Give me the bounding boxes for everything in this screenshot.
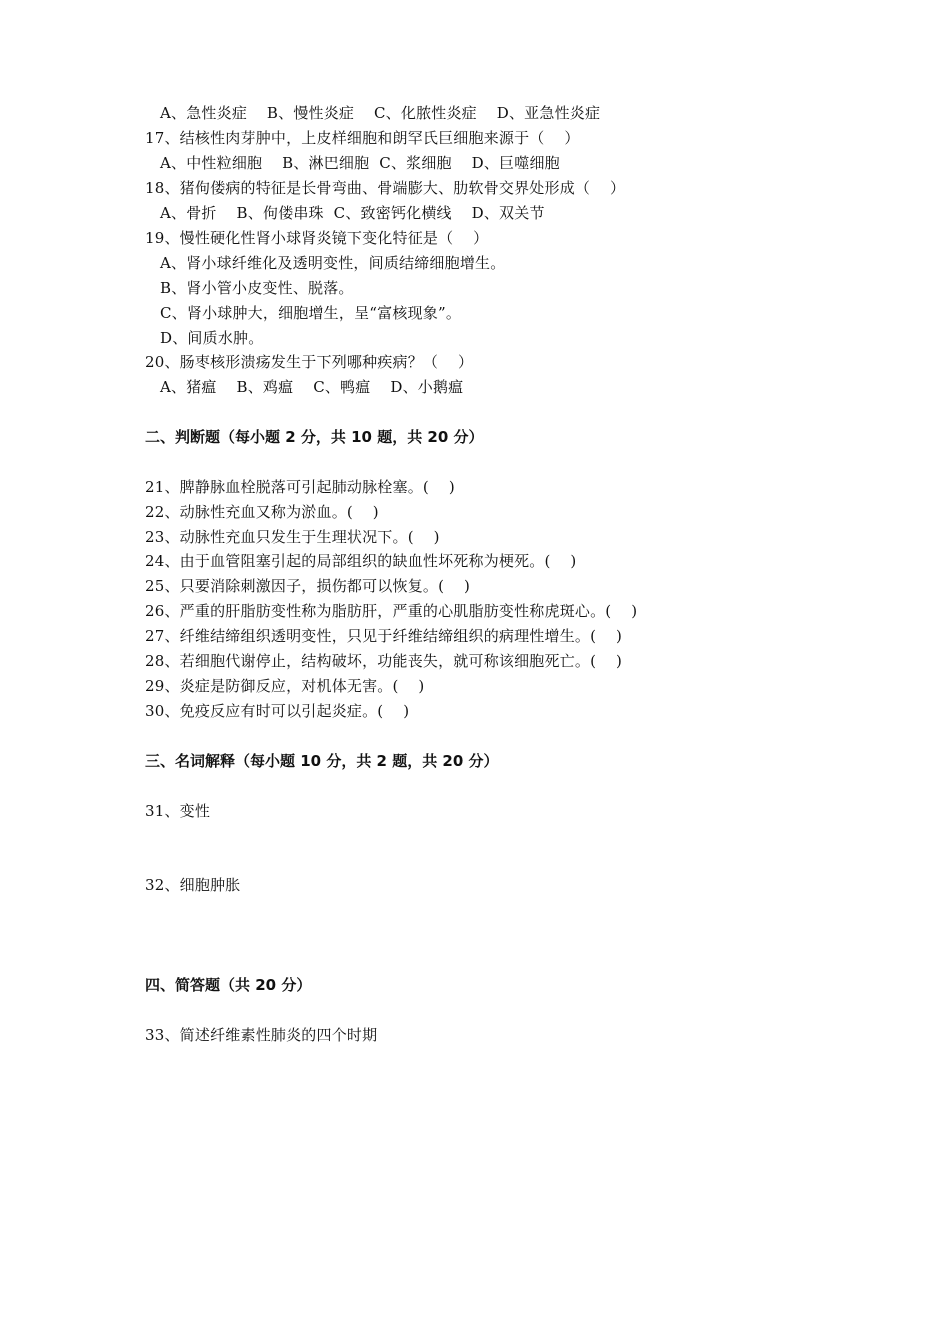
- q19-question: 19、慢性硬化性肾小球肾炎镜下变化特征是（ ）: [145, 229, 489, 247]
- judgment-item: 21、脾静脉血栓脱落可引起肺动脉栓塞。( ): [145, 478, 455, 496]
- q33-question: 33、简述纤维素性肺炎的四个时期: [145, 1026, 378, 1044]
- section3-heading: 三、名词解释（每小题 10 分，共 2 题，共 20 分）: [145, 752, 499, 770]
- q18-options: A、骨折 B、佝偻串珠 C、致密钙化横线 D、双关节: [160, 204, 545, 222]
- q16-options: A、急性炎症 B、慢性炎症 C、化脓性炎症 D、亚急性炎症: [160, 104, 601, 122]
- q18-question: 18、猪佝偻病的特征是长骨弯曲、骨端膨大、肋软骨交界处形成（ ）: [145, 179, 626, 197]
- section2-heading: 二、判断题（每小题 2 分，共 10 题，共 20 分）: [145, 428, 484, 446]
- q19-option-c: C、肾小球肿大，细胞增生，呈“富核现象”。: [160, 304, 462, 322]
- q31-term: 31、变性: [145, 802, 211, 820]
- q19-option-d: D、间质水肿。: [160, 329, 264, 347]
- judgment-item: 29、炎症是防御反应，对机体无害。( ): [145, 677, 425, 695]
- judgment-item: 27、纤维结缔组织透明变性，只见于纤维结缔组织的病理性增生。( ): [145, 627, 623, 645]
- q32-term: 32、细胞肿胀: [145, 876, 241, 894]
- judgment-item: 30、免疫反应有时可以引起炎症。( ): [145, 702, 410, 720]
- q20-options: A、猪瘟 B、鸡瘟 C、鸭瘟 D、小鹅瘟: [160, 378, 464, 396]
- q17-options: A、中性粒细胞 B、淋巴细胞 C、浆细胞 D、巨噬细胞: [160, 154, 560, 172]
- q19-option-b: B、肾小管小皮变性、脱落。: [160, 279, 354, 297]
- q17-question: 17、结核性肉芽肿中，上皮样细胞和朗罕氏巨细胞来源于（ ）: [145, 129, 580, 147]
- judgment-item: 26、严重的肝脂肪变性称为脂肪肝，严重的心肌脂肪变性称虎斑心。( ): [145, 602, 638, 620]
- section4-heading: 四、简答题（共 20 分）: [145, 976, 312, 994]
- q19-option-a: A、肾小球纤维化及透明变性，间质结缔细胞增生。: [160, 254, 506, 272]
- judgment-item: 23、动脉性充血只发生于生理状况下。( ): [145, 528, 440, 546]
- judgment-item: 28、若细胞代谢停止，结构破坏，功能丧失，就可称该细胞死亡。( ): [145, 652, 623, 670]
- q20-question: 20、肠枣核形溃疡发生于下列哪种疾病？（ ）: [145, 353, 474, 371]
- judgment-item: 24、由于血管阻塞引起的局部组织的缺血性坏死称为梗死。( ): [145, 552, 577, 570]
- judgment-item: 25、只要消除刺激因子，损伤都可以恢复。( ): [145, 577, 471, 595]
- judgment-item: 22、动脉性充血又称为淤血。( ): [145, 503, 379, 521]
